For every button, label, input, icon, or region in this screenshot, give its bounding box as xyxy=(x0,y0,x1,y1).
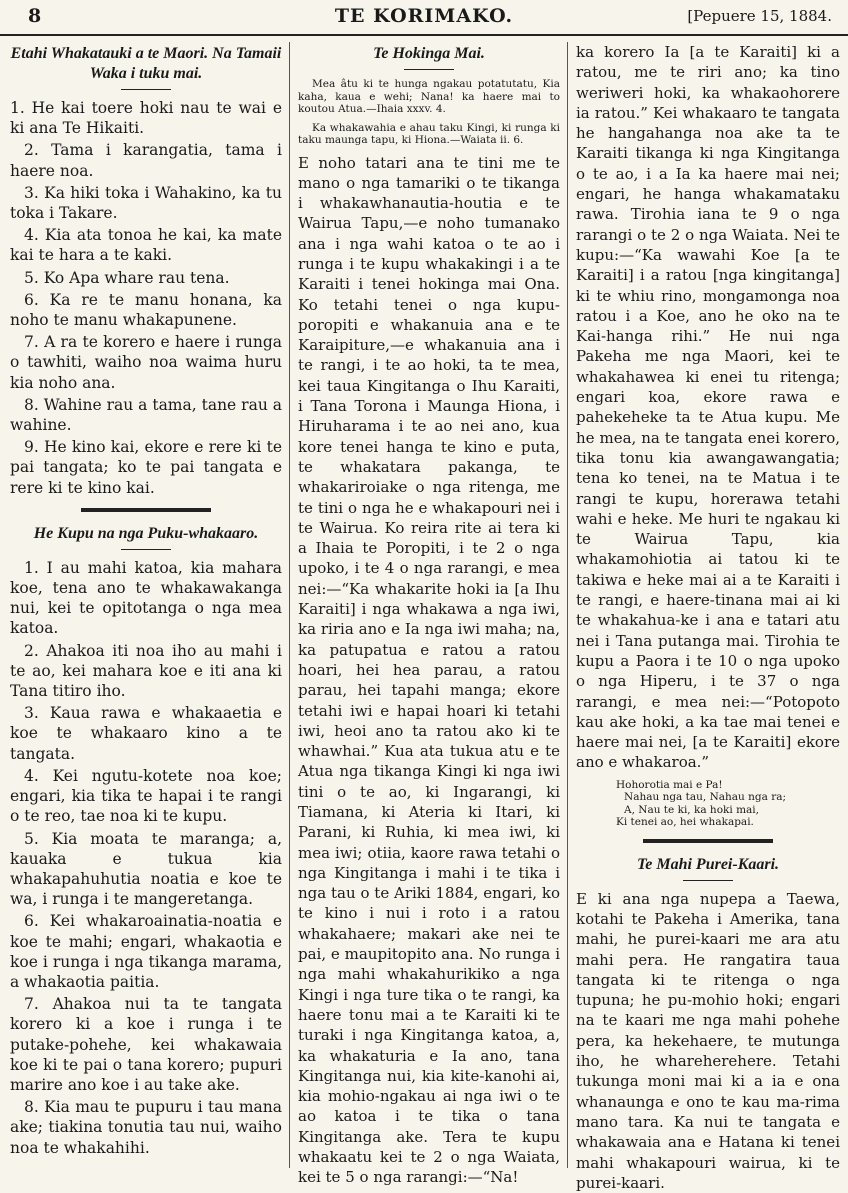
saying-item: 8. Kia mau te pupuru i tau mana ake; tiakina tonutia tau nui, waiho noa te whakahihi. xyxy=(10,1098,282,1157)
proverbs-heading: Etahi Whakatauki a te Maori. Na Tamaii Waka i tuku mai. xyxy=(10,45,282,82)
verse-line: Hohorotia mai e Pa! xyxy=(616,778,723,791)
saying-item: 7. Ahakoa nui ta te tangata korero ki a koe i runga i te putake-pohehe, kei whakawaia koe ki te pai o tana korero; pupuri marire ano koe i au take ake. xyxy=(10,995,282,1094)
proverb-item: 2. Tama i karangatia, tama i haere noa. xyxy=(10,141,282,180)
verse-line: Ki tenei ao, hei whakapai. xyxy=(616,816,754,829)
verse-line: Nahau nga tau, Nahau nga ra; xyxy=(624,791,787,804)
page-header xyxy=(0,0,848,36)
newspaper-title: TE KORIMAKO. xyxy=(334,5,514,27)
issue-date: [Pepuere 15, 1884. xyxy=(687,7,832,25)
saying-item: 1. I au mahi katoa, kia mahara koe, tena ano te whakawakanga nui, kei te opitotanga o nga mea katoa. xyxy=(10,558,282,638)
divider xyxy=(121,89,171,90)
saying-item: 5. Kia moata te maranga; a, kauaka e tukua kia whakapahuhutia noatia e koe te wa, i runga i te mangeretanga. xyxy=(10,829,282,909)
article-body: E noho tatari ana te tini me te mano o nga tamariki o te tikanga i whakawhanautia-houtia e te Wairua Tapu,—e noho tumanako ana i nga wahi katoa o te ao i runga i te kupu whakakingi i a te Karaiti i tenei hokinga mai Ona. Ko tetahi tenei o nga kupu-poropiti e whakanuia ana e te Karaipiture,—e whakanuia ana i te rangi, i te ao hoki, ta te mea, kei taua Kingitanga o Ihu Karaiti, i Tana Torona i Maunga Hiona, i Hiruharama i te ao nei ano, kua kore tenei hanga te kino e puta, te whakatara pakanga, te whakariroiake o nga ritenga, me te tini o nga he e whakapouri nei i te Wairua. Ko reira rite ai tera ki a Ihaia te Poropiti, i te 2 o nga upoko, i te 4 o nga rarangi, e mea nei:—“Ka whakarite hoki ia [a Ihu Karaiti] i nga whakawa a nga iwi, ka riria ano e Ia nga iwi maha; na, ka patupatua e ratou a ratou hoari, hei hea parau, a ratou parau, hei tapahi manga; ekore tetahi iwi e hapai hoari ki tetahi iwi, heoi ano ta ratou ako ki te whawhai.” Kua ata tukua atu e te Atua nga tikanga Kingi ki nga iwi tini o te ao, ki Ingarangi, ki Tiamana, ki Ateria ki Itari, ki Parani, ki Ruhia, ki mea iwi, ki mea iwi; otiia, kaore rawa tetahi o nga Kingitanga i mahi i te tika i nga tau o te Ariki 1884, engari, ko te kino i nui i roto i a ratou whakahaere; makari ake nei te pai, e maupitopito ana. No runga i nga mahi whakahurikiko a nga Kingi i nga ture tika o te rangi, ka haere tonu mai a te Karaiti ki te turaki i nga Kingitanga katoa, a, ka whakaturia e Ia ano, tana Kingitanga nui, kia kite-kanohi ai, kia mohio-ngakau ai nga iwi o te ao katoa i te tika o tana Kingitanga ake. Tera te kupu whakaatu kei te 2 o nga Waiata, kei te 5 o nga rarangi:—“Na! xyxy=(298,153,560,1187)
saying-item: 3. Kaua rawa e whakaaetia e koe te whakaaro kino a te tangata. xyxy=(10,704,282,763)
divider xyxy=(404,69,454,70)
card-playing-body: E ki ana nga nupepa a Taewa, kotahi te Pakeha i Amerika, tana mahi, he purei-kaari me ara atu mahi pera. He rangatira taua tangata ki te ritenga o nga tupuna; he pu-mohio hoki; engari na te kaari me nga mahi pohehe pera, ka hekehaere, te mutunga iho, he whareherehere. Tetahi tukunga moni mai ki a ia e ona whanaunga e ono te kau ma-rima mano tara. Ka nui te tangata e whakawaia ana e Hatana ki tenei mahi whakapouri wairua, ki te purei-kaari. xyxy=(576,889,840,1192)
epigraph: Ka whakawahia e ahau taku Kingi, ki runga ki taku maunga tapu, ki Hiona.—Waiata ii. 6. xyxy=(298,121,560,146)
card-playing-heading: Te Mahi Purei-Kaari. xyxy=(636,855,780,873)
divider xyxy=(683,880,733,881)
proverb-item: 9. He kino kai, ekore e rere ki te pai tangata; ko te pai tangata e rere ki te kino kai. xyxy=(10,438,282,497)
section-divider xyxy=(81,508,211,512)
saying-item: 4. Kei ngutu-kotete noa koe; engari, kia tika te hapai i te rangi o te reo, tae noa ki te kupu. xyxy=(10,766,282,826)
article-heading: Te Hokinga Mai. xyxy=(373,45,485,62)
epigraph: Mea âtu ki te hunga ngakau potatutatu, Kia kaha, kaua e wehi; Nana! ka haere mai to koutou Atua.—Ihaia xxxv. 4. xyxy=(298,78,560,115)
proverb-item: 3. Ka hiki toka i Wahakino, ka tu toka i Takare. xyxy=(10,183,282,223)
saying-item: 2. Ahakoa iti noa iho au mahi i te ao, kei mahara koe e iti ana ki Tana titiro iho. xyxy=(10,641,282,701)
proverb-item: 4. Kia ata tonoa he kai, ka mate kai te hara a te kaki. xyxy=(10,226,282,265)
divider xyxy=(121,549,171,550)
column-1 xyxy=(6,42,286,1168)
article-body-continued: ka korero Ia [a te Karaiti] ki a ratou, me te riri ano; ka tino weriweri hoki, ka whakaohorere ia ratou.” Kei whakaaro te tangata he hangahanga noa ake ta te Karaiti tikanga ki nga Kingitanga o te ao, i a Ia ka haere mai nei; engari, he hanga whakamataku rawa. Tirohia iana te 9 o nga rarangi o te 2 o nga Waiata. Nei te kupu:—“Ka wawahi Koe [a te Karaiti] i a ratou [nga kingitanga] ki te whiu rino, mongamonga noa ratou i a Koe, ano he oko na te Kai-hanga rihi.” He nui nga Pakeha me nga Maori, kei te whakahawea ki enei tu ritenga; engari koa, ekore rawa e pahekeheke ta te Atua kupu. Me he mea, na te tangata enei korero, tika tonu kia awangawangatia; tena ko tenei, na te Matua i te rangi te kupu, horerawa tetahi wahi e heke. Me huri te ngakau ki te Wairua Tapu, kia whakamohiotia ai tatou ki te takiwa e heke mai ai a te Karaiti i te rangi, e haere-tinana mai ai ki te whakahua-ke i ana e tatari atu nei i Tana putanga mai. Tirohia te kupu a Paora i te 10 o nga upoko o nga Hiperu, i te 37 o nga rarangi, e mea nei:—“Potopoto kau ake hoki, a ka tae mai tenei e haere mai nei, [a te Karaiti] ekore ano e whakaroa.” xyxy=(576,43,840,772)
column-3 xyxy=(567,42,844,1192)
verse-line: A, Nau te ki, ka hoki mai, xyxy=(624,803,759,816)
section-divider xyxy=(643,839,773,843)
proverb-item: 5. Ko Apa whare rau tena. xyxy=(24,268,230,287)
hymn-verse xyxy=(616,779,840,829)
proverb-item: 6. Ka re te manu honana, ka noho te manu whakapunene. xyxy=(10,290,282,330)
page-number: 8 xyxy=(28,5,42,27)
proverb-item: 1. He kai toere hoki nau te wai e ki ana Te Hikaiti. xyxy=(10,99,282,138)
proverb-item: 8. Wahine rau a tama, tane rau a wahine. xyxy=(10,395,282,435)
column-2 xyxy=(289,42,564,1187)
sayings-heading: He Kupu na nga Puku-whakaaro. xyxy=(33,524,259,542)
proverb-item: 7. A ra te korero e haere i runga o tawhiti, waiho noa waima huru kia noho ana. xyxy=(10,333,282,392)
saying-item: 6. Kei whakaroainatia-noatia e koe te mahi; engari, whakaotia e koe i runga i nga tikanga marama, a whakaotia paitia. xyxy=(10,912,282,991)
